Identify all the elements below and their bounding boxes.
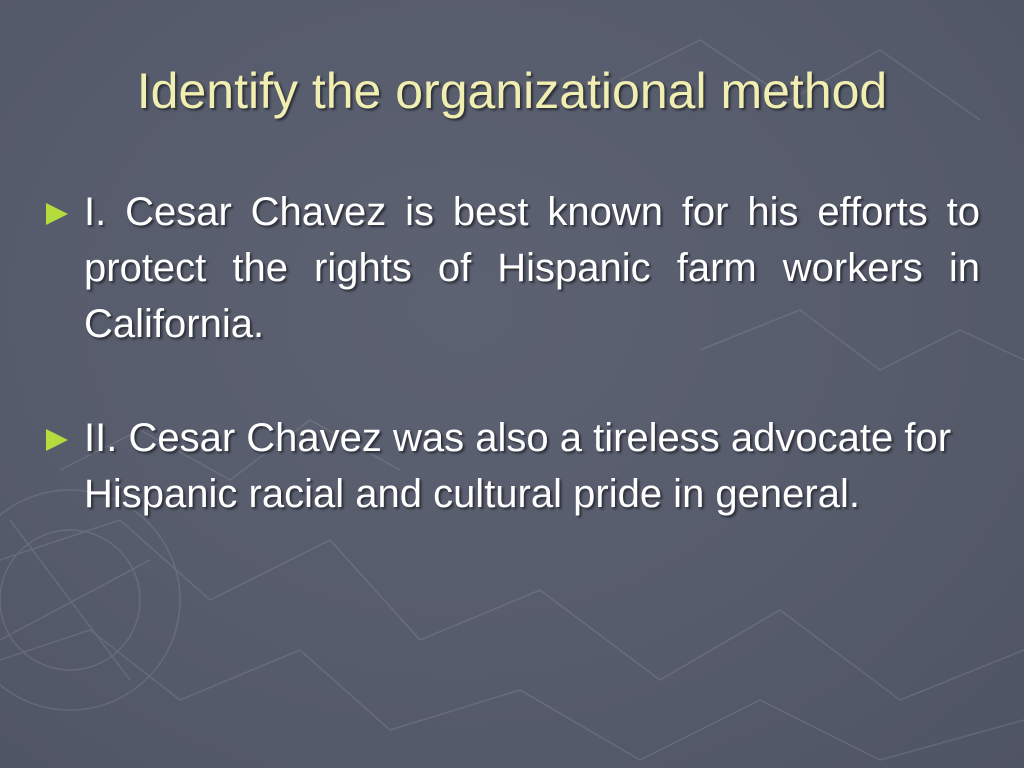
triangle-bullet-icon [46,429,68,451]
bullet-item-2 [46,410,980,522]
bullet-item-1 [46,184,980,352]
bullet-list [46,184,980,522]
bullet-text-1: I. Cesar Chavez is best known for his efforts to protect the rights of Hispanic farm workers in California. [84,190,980,346]
triangle-bullet-icon [46,203,68,225]
bullet-text-2: II. Cesar Chavez was also a tireless advocate for Hispanic racial and cultural pride in general. [84,416,952,516]
slide-title: Identify the organizational method [136,63,888,119]
